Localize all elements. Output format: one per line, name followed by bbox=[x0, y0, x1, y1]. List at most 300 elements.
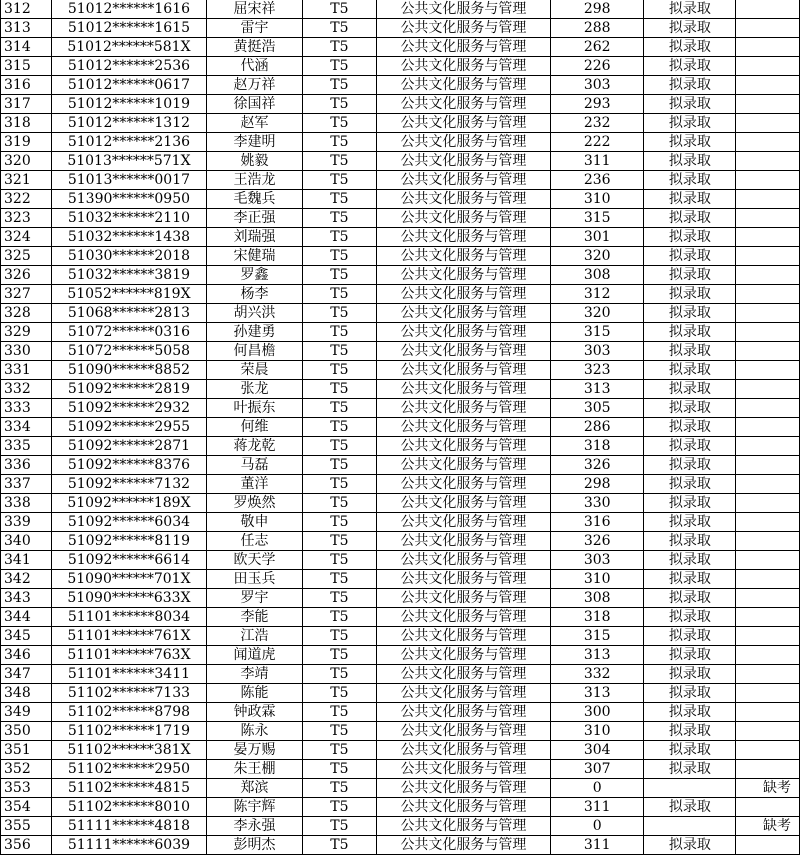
cell-name: 蒋龙乾 bbox=[207, 437, 303, 456]
cell-id-number: 51030******2018 bbox=[51, 247, 206, 266]
cell-category: T5 bbox=[302, 266, 376, 285]
cell-major: 公共文化服务与管理 bbox=[376, 741, 550, 760]
cell-name: 刘瑞强 bbox=[207, 228, 303, 247]
cell-name: 孙建勇 bbox=[207, 323, 303, 342]
cell-score: 232 bbox=[551, 114, 644, 133]
cell-name: 郑滨 bbox=[207, 779, 303, 798]
cell-id-number: 51013******0017 bbox=[51, 171, 206, 190]
cell-row-number: 313 bbox=[1, 19, 52, 38]
cell-name: 罗宇 bbox=[207, 589, 303, 608]
cell-note bbox=[736, 760, 800, 779]
cell-row-number: 349 bbox=[1, 703, 52, 722]
cell-row-number: 347 bbox=[1, 665, 52, 684]
cell-row-number: 332 bbox=[1, 380, 52, 399]
cell-name: 李正强 bbox=[207, 209, 303, 228]
table-row bbox=[1, 323, 800, 342]
cell-major: 公共文化服务与管理 bbox=[376, 760, 550, 779]
table-row bbox=[1, 570, 800, 589]
cell-major: 公共文化服务与管理 bbox=[376, 646, 550, 665]
cell-major: 公共文化服务与管理 bbox=[376, 152, 550, 171]
cell-score: 286 bbox=[551, 418, 644, 437]
table-row bbox=[1, 0, 800, 19]
cell-score: 318 bbox=[551, 437, 644, 456]
cell-score: 326 bbox=[551, 456, 644, 475]
cell-name: 任志 bbox=[207, 532, 303, 551]
cell-id-number: 51101******763X bbox=[51, 646, 206, 665]
cell-row-number: 318 bbox=[1, 114, 52, 133]
cell-major: 公共文化服务与管理 bbox=[376, 76, 550, 95]
table-row bbox=[1, 190, 800, 209]
table-row bbox=[1, 437, 800, 456]
cell-score: 316 bbox=[551, 513, 644, 532]
cell-score: 332 bbox=[551, 665, 644, 684]
cell-name: 荣晨 bbox=[207, 361, 303, 380]
cell-id-number: 51052******819X bbox=[51, 285, 206, 304]
table-row bbox=[1, 247, 800, 266]
cell-major: 公共文化服务与管理 bbox=[376, 323, 550, 342]
cell-id-number: 51102******4815 bbox=[51, 779, 206, 798]
cell-id-number: 51102******2950 bbox=[51, 760, 206, 779]
cell-id-number: 51012******1616 bbox=[51, 0, 206, 19]
table-row bbox=[1, 836, 800, 855]
table-row bbox=[1, 475, 800, 494]
cell-status: 拟录取 bbox=[644, 665, 736, 684]
cell-name: 何昌檐 bbox=[207, 342, 303, 361]
cell-name: 代涵 bbox=[207, 57, 303, 76]
cell-major: 公共文化服务与管理 bbox=[376, 247, 550, 266]
cell-major: 公共文化服务与管理 bbox=[376, 19, 550, 38]
cell-category: T5 bbox=[302, 304, 376, 323]
cell-id-number: 51032******3819 bbox=[51, 266, 206, 285]
cell-major: 公共文化服务与管理 bbox=[376, 798, 550, 817]
cell-score: 310 bbox=[551, 190, 644, 209]
table-row bbox=[1, 703, 800, 722]
cell-name: 徐国祥 bbox=[207, 95, 303, 114]
cell-row-number: 338 bbox=[1, 494, 52, 513]
cell-note bbox=[736, 513, 800, 532]
cell-category: T5 bbox=[302, 19, 376, 38]
table-row bbox=[1, 266, 800, 285]
cell-name: 赵万祥 bbox=[207, 76, 303, 95]
cell-status: 拟录取 bbox=[644, 589, 736, 608]
cell-row-number: 330 bbox=[1, 342, 52, 361]
table-row bbox=[1, 304, 800, 323]
table-row bbox=[1, 57, 800, 76]
cell-category: T5 bbox=[302, 665, 376, 684]
cell-major: 公共文化服务与管理 bbox=[376, 589, 550, 608]
cell-row-number: 322 bbox=[1, 190, 52, 209]
cell-name: 杨李 bbox=[207, 285, 303, 304]
cell-row-number: 331 bbox=[1, 361, 52, 380]
cell-category: T5 bbox=[302, 57, 376, 76]
cell-id-number: 51012******581X bbox=[51, 38, 206, 57]
cell-name: 何维 bbox=[207, 418, 303, 437]
cell-name: 罗鑫 bbox=[207, 266, 303, 285]
cell-status: 拟录取 bbox=[644, 475, 736, 494]
cell-category: T5 bbox=[302, 456, 376, 475]
cell-note bbox=[736, 532, 800, 551]
cell-score: 315 bbox=[551, 209, 644, 228]
cell-major: 公共文化服务与管理 bbox=[376, 266, 550, 285]
cell-id-number: 51092******2871 bbox=[51, 437, 206, 456]
cell-name: 叶振东 bbox=[207, 399, 303, 418]
cell-status: 拟录取 bbox=[644, 133, 736, 152]
cell-name: 陈永 bbox=[207, 722, 303, 741]
cell-row-number: 342 bbox=[1, 570, 52, 589]
cell-major: 公共文化服务与管理 bbox=[376, 722, 550, 741]
cell-status: 拟录取 bbox=[644, 304, 736, 323]
cell-category: T5 bbox=[302, 361, 376, 380]
cell-id-number: 51072******5058 bbox=[51, 342, 206, 361]
cell-score: 298 bbox=[551, 475, 644, 494]
cell-id-number: 51013******571X bbox=[51, 152, 206, 171]
cell-id-number: 51111******4818 bbox=[51, 817, 206, 836]
cell-name: 钟政霖 bbox=[207, 703, 303, 722]
table-row bbox=[1, 95, 800, 114]
cell-note bbox=[736, 570, 800, 589]
cell-major: 公共文化服务与管理 bbox=[376, 228, 550, 247]
cell-status: 拟录取 bbox=[644, 285, 736, 304]
cell-name: 陈宇辉 bbox=[207, 798, 303, 817]
cell-note bbox=[736, 0, 800, 19]
cell-status bbox=[644, 779, 736, 798]
cell-row-number: 321 bbox=[1, 171, 52, 190]
cell-name: 欧天学 bbox=[207, 551, 303, 570]
cell-status: 拟录取 bbox=[644, 608, 736, 627]
cell-status: 拟录取 bbox=[644, 836, 736, 855]
cell-category: T5 bbox=[302, 342, 376, 361]
cell-major: 公共文化服务与管理 bbox=[376, 703, 550, 722]
cell-name: 董洋 bbox=[207, 475, 303, 494]
table-row bbox=[1, 342, 800, 361]
cell-name: 闻道虎 bbox=[207, 646, 303, 665]
cell-status: 拟录取 bbox=[644, 152, 736, 171]
cell-score: 305 bbox=[551, 399, 644, 418]
cell-row-number: 315 bbox=[1, 57, 52, 76]
cell-id-number: 51102******1719 bbox=[51, 722, 206, 741]
cell-row-number: 356 bbox=[1, 836, 52, 855]
cell-status: 拟录取 bbox=[644, 418, 736, 437]
table-row bbox=[1, 399, 800, 418]
cell-major: 公共文化服务与管理 bbox=[376, 570, 550, 589]
cell-category: T5 bbox=[302, 532, 376, 551]
cell-row-number: 337 bbox=[1, 475, 52, 494]
cell-name: 张龙 bbox=[207, 380, 303, 399]
cell-score: 323 bbox=[551, 361, 644, 380]
cell-id-number: 51101******3411 bbox=[51, 665, 206, 684]
cell-note bbox=[736, 152, 800, 171]
cell-category: T5 bbox=[302, 152, 376, 171]
cell-row-number: 351 bbox=[1, 741, 52, 760]
cell-category: T5 bbox=[302, 228, 376, 247]
table-row bbox=[1, 760, 800, 779]
cell-score: 313 bbox=[551, 380, 644, 399]
table-row bbox=[1, 133, 800, 152]
cell-status: 拟录取 bbox=[644, 247, 736, 266]
cell-row-number: 339 bbox=[1, 513, 52, 532]
table-row bbox=[1, 152, 800, 171]
cell-category: T5 bbox=[302, 95, 376, 114]
cell-id-number: 51090******8852 bbox=[51, 361, 206, 380]
cell-name: 彭明杰 bbox=[207, 836, 303, 855]
cell-id-number: 51068******2813 bbox=[51, 304, 206, 323]
cell-status: 拟录取 bbox=[644, 95, 736, 114]
table-row bbox=[1, 513, 800, 532]
cell-score: 308 bbox=[551, 589, 644, 608]
cell-major: 公共文化服务与管理 bbox=[376, 209, 550, 228]
cell-id-number: 51012******0617 bbox=[51, 76, 206, 95]
table-row bbox=[1, 779, 800, 798]
cell-status: 拟录取 bbox=[644, 323, 736, 342]
table-row bbox=[1, 646, 800, 665]
cell-major: 公共文化服务与管理 bbox=[376, 133, 550, 152]
table-row bbox=[1, 608, 800, 627]
cell-status: 拟录取 bbox=[644, 361, 736, 380]
cell-major: 公共文化服务与管理 bbox=[376, 608, 550, 627]
cell-row-number: 327 bbox=[1, 285, 52, 304]
cell-status: 拟录取 bbox=[644, 76, 736, 95]
cell-name: 屈宋祥 bbox=[207, 0, 303, 19]
table-row bbox=[1, 228, 800, 247]
cell-score: 313 bbox=[551, 684, 644, 703]
cell-row-number: 320 bbox=[1, 152, 52, 171]
cell-score: 310 bbox=[551, 722, 644, 741]
cell-status: 拟录取 bbox=[644, 798, 736, 817]
cell-status bbox=[644, 817, 736, 836]
cell-note bbox=[736, 741, 800, 760]
cell-score: 0 bbox=[551, 779, 644, 798]
cell-category: T5 bbox=[302, 513, 376, 532]
cell-status: 拟录取 bbox=[644, 38, 736, 57]
cell-id-number: 51092******189X bbox=[51, 494, 206, 513]
table-row bbox=[1, 361, 800, 380]
cell-note bbox=[736, 38, 800, 57]
cell-note bbox=[736, 342, 800, 361]
cell-note bbox=[736, 19, 800, 38]
cell-row-number: 334 bbox=[1, 418, 52, 437]
cell-name: 朱王棚 bbox=[207, 760, 303, 779]
table-row bbox=[1, 798, 800, 817]
cell-status: 拟录取 bbox=[644, 532, 736, 551]
cell-row-number: 328 bbox=[1, 304, 52, 323]
cell-note bbox=[736, 57, 800, 76]
cell-status: 拟录取 bbox=[644, 437, 736, 456]
cell-major: 公共文化服务与管理 bbox=[376, 779, 550, 798]
table-row bbox=[1, 532, 800, 551]
cell-note bbox=[736, 589, 800, 608]
cell-row-number: 323 bbox=[1, 209, 52, 228]
cell-id-number: 51092******6614 bbox=[51, 551, 206, 570]
table-row bbox=[1, 380, 800, 399]
table-row bbox=[1, 285, 800, 304]
cell-category: T5 bbox=[302, 399, 376, 418]
cell-category: T5 bbox=[302, 209, 376, 228]
table-row bbox=[1, 456, 800, 475]
cell-score: 303 bbox=[551, 551, 644, 570]
cell-major: 公共文化服务与管理 bbox=[376, 380, 550, 399]
cell-id-number: 51101******761X bbox=[51, 627, 206, 646]
cell-score: 304 bbox=[551, 741, 644, 760]
cell-id-number: 51032******1438 bbox=[51, 228, 206, 247]
cell-score: 288 bbox=[551, 19, 644, 38]
table-row bbox=[1, 114, 800, 133]
cell-name: 江浩 bbox=[207, 627, 303, 646]
cell-note bbox=[736, 437, 800, 456]
cell-row-number: 316 bbox=[1, 76, 52, 95]
cell-status: 拟录取 bbox=[644, 19, 736, 38]
cell-status: 拟录取 bbox=[644, 342, 736, 361]
cell-name: 宋健瑞 bbox=[207, 247, 303, 266]
cell-score: 307 bbox=[551, 760, 644, 779]
cell-row-number: 329 bbox=[1, 323, 52, 342]
cell-major: 公共文化服务与管理 bbox=[376, 437, 550, 456]
cell-id-number: 51012******2536 bbox=[51, 57, 206, 76]
cell-id-number: 51092******2955 bbox=[51, 418, 206, 437]
cell-row-number: 312 bbox=[1, 0, 52, 19]
cell-score: 303 bbox=[551, 76, 644, 95]
cell-note bbox=[736, 456, 800, 475]
cell-score: 308 bbox=[551, 266, 644, 285]
table-row bbox=[1, 418, 800, 437]
cell-category: T5 bbox=[302, 608, 376, 627]
cell-note bbox=[736, 551, 800, 570]
cell-note bbox=[736, 76, 800, 95]
cell-note bbox=[736, 627, 800, 646]
cell-major: 公共文化服务与管理 bbox=[376, 95, 550, 114]
cell-category: T5 bbox=[302, 133, 376, 152]
cell-major: 公共文化服务与管理 bbox=[376, 665, 550, 684]
cell-id-number: 51072******0316 bbox=[51, 323, 206, 342]
cell-id-number: 51090******701X bbox=[51, 570, 206, 589]
cell-id-number: 51090******633X bbox=[51, 589, 206, 608]
cell-note bbox=[736, 361, 800, 380]
cell-row-number: 345 bbox=[1, 627, 52, 646]
cell-category: T5 bbox=[302, 76, 376, 95]
cell-row-number: 354 bbox=[1, 798, 52, 817]
table-row bbox=[1, 171, 800, 190]
cell-status: 拟录取 bbox=[644, 494, 736, 513]
cell-category: T5 bbox=[302, 285, 376, 304]
cell-major: 公共文化服务与管理 bbox=[376, 551, 550, 570]
cell-status: 拟录取 bbox=[644, 513, 736, 532]
cell-row-number: 336 bbox=[1, 456, 52, 475]
cell-category: T5 bbox=[302, 570, 376, 589]
cell-name: 胡兴洪 bbox=[207, 304, 303, 323]
cell-note bbox=[736, 608, 800, 627]
cell-major: 公共文化服务与管理 bbox=[376, 494, 550, 513]
table-row bbox=[1, 817, 800, 836]
cell-row-number: 352 bbox=[1, 760, 52, 779]
table-row bbox=[1, 209, 800, 228]
cell-id-number: 51012******1019 bbox=[51, 95, 206, 114]
cell-id-number: 51092******8119 bbox=[51, 532, 206, 551]
cell-note bbox=[736, 475, 800, 494]
cell-major: 公共文化服务与管理 bbox=[376, 817, 550, 836]
cell-status: 拟录取 bbox=[644, 684, 736, 703]
cell-status: 拟录取 bbox=[644, 114, 736, 133]
cell-note bbox=[736, 418, 800, 437]
table-row bbox=[1, 589, 800, 608]
cell-major: 公共文化服务与管理 bbox=[376, 627, 550, 646]
cell-name: 姚毅 bbox=[207, 152, 303, 171]
table-row bbox=[1, 551, 800, 570]
cell-row-number: 324 bbox=[1, 228, 52, 247]
cell-id-number: 51092******8376 bbox=[51, 456, 206, 475]
cell-score: 330 bbox=[551, 494, 644, 513]
cell-name: 李永强 bbox=[207, 817, 303, 836]
cell-status: 拟录取 bbox=[644, 190, 736, 209]
cell-score: 326 bbox=[551, 532, 644, 551]
cell-name: 敬申 bbox=[207, 513, 303, 532]
cell-id-number: 51102******8798 bbox=[51, 703, 206, 722]
cell-category: T5 bbox=[302, 171, 376, 190]
cell-category: T5 bbox=[302, 190, 376, 209]
cell-note bbox=[736, 247, 800, 266]
cell-status: 拟录取 bbox=[644, 228, 736, 247]
cell-status: 拟录取 bbox=[644, 171, 736, 190]
cell-name: 李靖 bbox=[207, 665, 303, 684]
cell-id-number: 51092******2819 bbox=[51, 380, 206, 399]
table-body bbox=[1, 0, 800, 855]
cell-category: T5 bbox=[302, 703, 376, 722]
cell-score: 300 bbox=[551, 703, 644, 722]
cell-category: T5 bbox=[302, 722, 376, 741]
cell-row-number: 343 bbox=[1, 589, 52, 608]
cell-category: T5 bbox=[302, 798, 376, 817]
cell-major: 公共文化服务与管理 bbox=[376, 38, 550, 57]
cell-score: 0 bbox=[551, 817, 644, 836]
cell-score: 310 bbox=[551, 570, 644, 589]
cell-id-number: 51092******6034 bbox=[51, 513, 206, 532]
cell-major: 公共文化服务与管理 bbox=[376, 190, 550, 209]
cell-note bbox=[736, 133, 800, 152]
cell-status: 拟录取 bbox=[644, 0, 736, 19]
cell-id-number: 51102******7133 bbox=[51, 684, 206, 703]
table-row bbox=[1, 722, 800, 741]
cell-id-number: 51101******8034 bbox=[51, 608, 206, 627]
cell-row-number: 340 bbox=[1, 532, 52, 551]
cell-status: 拟录取 bbox=[644, 399, 736, 418]
cell-score: 311 bbox=[551, 836, 644, 855]
cell-note bbox=[736, 494, 800, 513]
cell-score: 311 bbox=[551, 798, 644, 817]
cell-score: 236 bbox=[551, 171, 644, 190]
cell-name: 罗焕然 bbox=[207, 494, 303, 513]
table-row bbox=[1, 38, 800, 57]
cell-name: 雷宇 bbox=[207, 19, 303, 38]
cell-row-number: 341 bbox=[1, 551, 52, 570]
cell-row-number: 335 bbox=[1, 437, 52, 456]
cell-note bbox=[736, 684, 800, 703]
cell-score: 315 bbox=[551, 627, 644, 646]
cell-id-number: 51092******7132 bbox=[51, 475, 206, 494]
cell-category: T5 bbox=[302, 589, 376, 608]
cell-note bbox=[736, 399, 800, 418]
cell-score: 298 bbox=[551, 0, 644, 19]
cell-major: 公共文化服务与管理 bbox=[376, 684, 550, 703]
cell-major: 公共文化服务与管理 bbox=[376, 399, 550, 418]
cell-score: 320 bbox=[551, 247, 644, 266]
cell-score: 320 bbox=[551, 304, 644, 323]
cell-row-number: 319 bbox=[1, 133, 52, 152]
cell-major: 公共文化服务与管理 bbox=[376, 532, 550, 551]
cell-row-number: 350 bbox=[1, 722, 52, 741]
cell-major: 公共文化服务与管理 bbox=[376, 513, 550, 532]
cell-category: T5 bbox=[302, 418, 376, 437]
cell-note: 缺考 bbox=[736, 779, 800, 798]
cell-score: 222 bbox=[551, 133, 644, 152]
cell-note bbox=[736, 171, 800, 190]
